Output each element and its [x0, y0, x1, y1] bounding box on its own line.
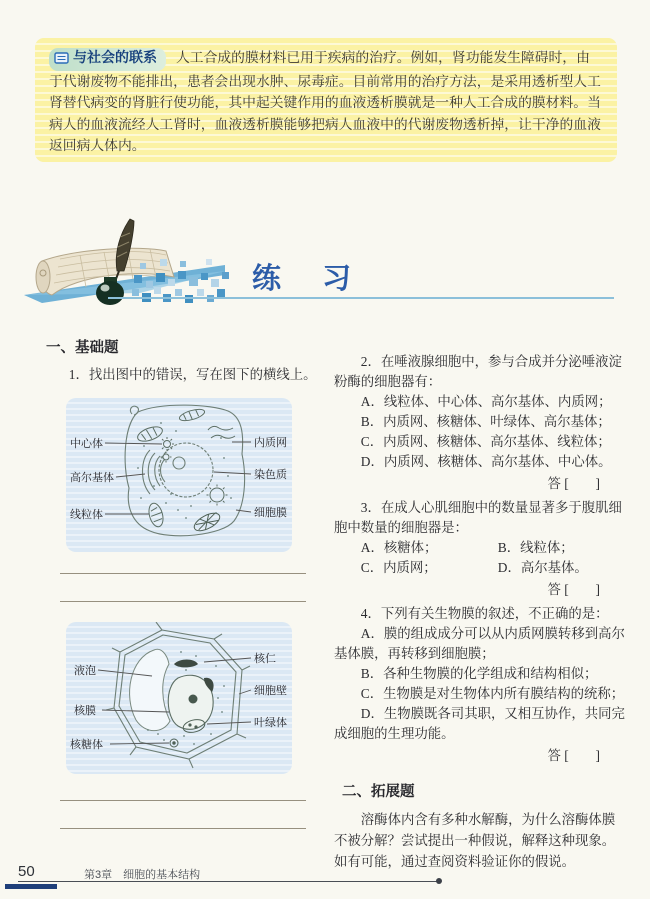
- question-3-option-d: D．高尔基体。: [497, 560, 588, 575]
- question-3-answer-bracket: 答 [ ]: [547, 582, 600, 597]
- answer-line: [60, 601, 306, 602]
- question-4-option-b: B．各种生物膜的化学组成和结构相似；: [360, 666, 598, 681]
- question-4-answer-bracket: 答 [ ]: [547, 748, 600, 763]
- question-2-stem: 2．在唾液腺细胞中，参与合成并分泌唾液淀粉酶的细胞器有：: [334, 354, 622, 389]
- question-3-option-b: B．线粒体；: [497, 540, 574, 555]
- question-4-option-d: D．生物膜既各司其职，又相互协作，共同完成细胞的生理功能。: [334, 706, 625, 741]
- question-2-option-a: A．线粒体、中心体、高尔基体、内质网；: [360, 394, 612, 409]
- header-divider-rule: [108, 297, 614, 299]
- diagram-label: 叶绿体: [254, 717, 287, 729]
- question-2-answer-bracket: 答 [ ]: [547, 476, 600, 491]
- exercise-section-title: 练 习: [252, 263, 358, 295]
- footer-rule-end-dot: [436, 878, 442, 884]
- question-4-option-a: A．膜的组成成分可以从内质网膜转移到高尔基体膜，再转移到细胞膜；: [334, 626, 625, 661]
- answer-line: [60, 800, 306, 801]
- diagram-label: 线粒体: [70, 509, 103, 521]
- book-icon: [54, 52, 69, 64]
- diagram-label: 染色质: [254, 469, 287, 481]
- badge-label: 与社会的联系: [73, 51, 157, 66]
- diagram-label: 核膜: [74, 705, 96, 717]
- question-2-option-b: B．内质网、核糖体、叶绿体、高尔基体；: [360, 414, 611, 429]
- plant-cell-diagram: [66, 622, 292, 774]
- question-3-options-row-1: [334, 538, 626, 558]
- diagram-label: 液泡: [74, 665, 96, 677]
- animal-cell-card: [66, 398, 292, 552]
- diagram-label: 细胞膜: [254, 507, 287, 519]
- question-4-stem: 4．下列有关生物膜的叙述，不正确的是：: [360, 606, 609, 621]
- question-3-option-c: C．内质网；: [360, 560, 437, 575]
- extension-question-text: 溶酶体内含有多种水解酶，为什么溶酶体膜不被分解？尝试提出一种假说，解释这种现象。如有可能，通过查阅资料验证你的假说。: [334, 812, 616, 869]
- diagram-label: 中心体: [70, 438, 103, 450]
- question-4-option-c: C．生物膜是对生物体内所有膜结构的统称；: [360, 686, 625, 701]
- question-3-option-a: A．核糖体；: [360, 540, 438, 555]
- diagram-label: 内质网: [254, 437, 287, 449]
- chapter-title: 第3章 细胞的基本结构: [84, 869, 201, 881]
- society-connection-box: [35, 38, 617, 162]
- answer-line: [60, 828, 306, 829]
- basics-section-title: 一、基础题: [46, 340, 119, 356]
- question-2-option-c: C．内质网、核糖体、高尔基体、线粒体；: [360, 434, 611, 449]
- diagram-label: 核糖体: [70, 739, 103, 751]
- left-column: [42, 336, 328, 829]
- page-number: 50: [18, 863, 35, 880]
- extension-section-title: 二、拓展题: [342, 784, 415, 800]
- diagram-label: 高尔基体: [70, 472, 114, 484]
- answer-line: [60, 573, 306, 574]
- plant-cell-card: [66, 622, 292, 774]
- page-number-bar: [5, 884, 57, 889]
- footer-rule: [18, 881, 438, 882]
- question-3-stem: 3．在成人心肌细胞中的数量显著多于腹肌细胞中数量的细胞器是：: [334, 500, 622, 535]
- society-connection-badge: [49, 48, 166, 71]
- diagram-label: 核仁: [254, 653, 276, 665]
- animal-cell-diagram: [66, 398, 292, 552]
- question-2-option-d: D．内质网、核糖体、高尔基体、中心体。: [360, 454, 612, 469]
- society-connection-text: 人工合成的膜材料已用于疾病的治疗。例如，肾功能发生障碍时，由于代谢废物不能排出，患者会出现水肿、尿毒症。目前常用的治疗方法，是采用透析型人工肾替代病变的肾脏行使功能，其中起关键作用的血液透析膜就是一种人工合成的膜材料。当病人的血液流经人工肾时，血液透析膜能够把病人血液中的代谢废物透析掉，让干净的血液返回病人体内。: [49, 50, 601, 153]
- right-column: [334, 352, 626, 872]
- question-3-options-row-2: [334, 558, 626, 578]
- diagram-label: 细胞壁: [254, 685, 287, 697]
- question-1-text: 1．找出图中的错误，写在图下的横线上。: [68, 367, 317, 382]
